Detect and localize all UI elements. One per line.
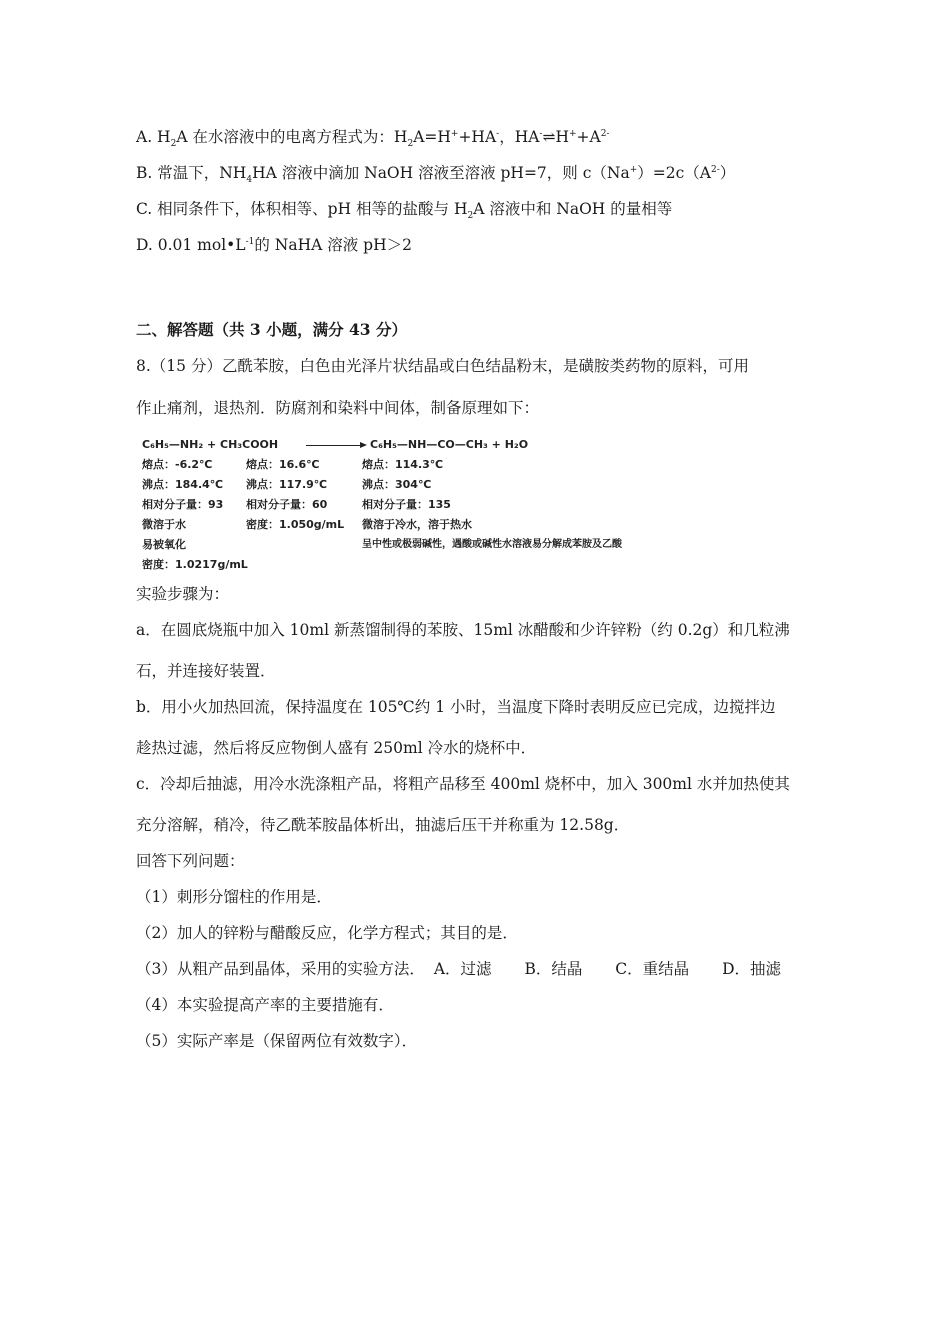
reaction-arrow-head [360,442,367,448]
steps-title: 实验步骤为： [136,585,230,603]
step-b-line-2: 趁热过滤，然后将反应物倒人盛有 250ml 冷水的烧杯中． [136,739,537,757]
answer-prompt: 回答下列问题： [136,852,245,870]
question-3-option-a: A．过滤 [433,960,492,978]
choice-b: B. 常温下，$NH_4HA$ 溶液中滴加 NaOH 溶液至溶液 pH=7，则 $c(Na^+)=2c(A^{2-})$ [136,164,736,186]
choice-a: A. $H_2A$ 在水溶液中的电离方程式为：$H_2A=H^++HA^-$，$HA^-\rightleftharpoons H^++A^{2-}$ [136,128,610,150]
q8-line-2: 作止痛剂，退热剂．防腐剂和染料中间体，制备原理如下： [136,399,540,417]
reaction-arrow [306,445,362,446]
col1-row4: 微溶于水 [142,518,186,531]
col1-row6: 密度：1.0217g/mL [142,558,248,571]
question-3-option-b: B．结晶 [524,960,583,978]
col1-row3: 相对分子量：93 [142,498,224,511]
question-3-text: （3）从粗产品到晶体，采用的实验方法． [136,960,425,978]
question-4: （4）本实验提高产率的主要措施有． [136,996,394,1014]
step-b-line-1: b．用小火加热回流，保持温度在 105℃约 1 小时，当温度下降时表明反应已完成，边搅拌边 [136,698,776,716]
col3-row2: 沸点：304℃ [362,478,432,491]
col1-row2: 沸点：184.4℃ [142,478,224,491]
step-a-line-1: a．在圆底烧瓶中加入 10ml 新蒸馏制得的苯胺、15ml 冰醋酸和少许锌粉（约 0.2g）和几粒沸 [136,621,790,639]
choice-d: D. 0.01 $mol•L^{-1}$的 NaHA 溶液 pH＞2 [136,236,412,254]
col2-row4: 密度：1.050g/mL [246,518,345,531]
col2-row2: 沸点：117.9℃ [246,478,328,491]
question-5: （5）实际产率是（保留两位有效数字）． [136,1032,418,1050]
question-2: （2）加人的锌粉与醋酸反应，化学方程式；其目的是． [136,924,518,942]
step-c-line-2: 充分溶解，稍冷，待乙酰苯胺晶体析出，抽滤后压干并称重为 12.58g． [136,816,630,834]
choice-a-text: A. H [136,128,171,146]
col3-row1: 熔点：114.3℃ [362,458,444,471]
question-3 [136,959,781,979]
products: C₆H₅—NH—CO—CH₃ + H₂O [370,438,529,451]
reactants: C₆H₅—NH₂ + CH₃COOH [142,438,279,451]
choice-c: C. 相同条件下，体积相等、pH 相等的盐酸与 $H_2A$ 溶液中和 NaOH 的量相等 [136,200,673,222]
col2-row1: 熔点：16.6℃ [246,458,320,471]
col2-row3: 相对分子量：60 [246,498,328,511]
q8-line-1: 8.（15 分）乙酰苯胺，白色由光泽片状结晶或白色结晶粉末，是磺胺类药物的原料，可用 [136,357,749,375]
reaction-figure [136,437,656,577]
col3-row4: 微溶于冷水，溶于热水 [362,518,472,531]
col1-row1: 熔点：-6.2℃ [142,458,213,471]
question-1: （1）刺形分馏柱的作用是． [136,888,332,906]
question-3-option-c: C．重结晶 [615,960,690,978]
step-a-line-2: 石，并连接好装置． [136,662,276,680]
col3-row3: 相对分子量：135 [362,498,451,511]
question-3-option-d: D．抽滤 [722,960,782,978]
step-c-line-1: c．冷却后抽滤，用冷水洗涤粗产品，将粗产品移至 400ml 烧杯中，加入 300ml 水并加热使其 [136,775,790,793]
col1-row5: 易被氧化 [142,538,186,551]
section-title: 二、解答题（共 3 小题，满分 43 分） [136,320,407,339]
col3-row5: 呈中性或极弱碱性，遇酸或碱性水溶液易分解成苯胺及乙酸 [362,539,622,550]
